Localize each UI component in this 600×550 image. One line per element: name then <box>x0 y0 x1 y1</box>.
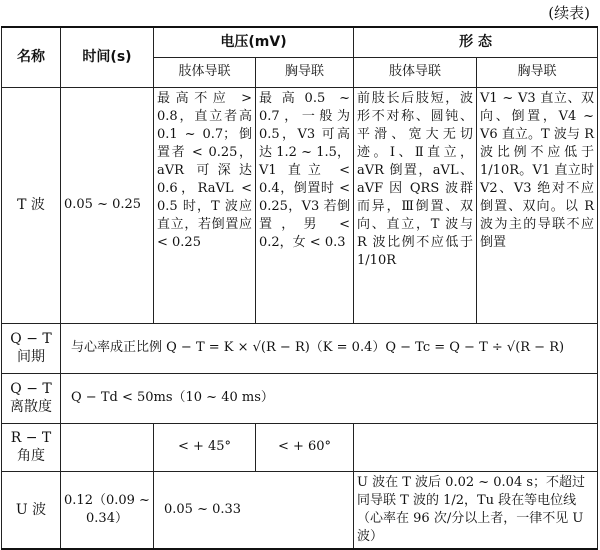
header-shape-limb: 肢体导联 <box>354 57 477 87</box>
header-voltage-limb: 肢体导联 <box>154 57 256 87</box>
row-time: 0.05 ~ 0.25 <box>61 87 154 323</box>
ecg-table <box>1 26 598 550</box>
table-row-qtd <box>2 373 598 423</box>
header-name: 名称 <box>2 27 61 87</box>
continued-note: (续表) <box>548 4 590 22</box>
header-time: 时间(s) <box>61 27 154 87</box>
row-name: Q − T 间期 <box>2 323 61 373</box>
row-name: U 波 <box>2 471 61 549</box>
row-time-empty <box>61 423 154 471</box>
table-row-rt <box>2 423 598 471</box>
header-voltage: 电压(mV) <box>154 27 354 57</box>
table-row-qt <box>2 323 598 373</box>
header-shape: 形 态 <box>354 27 598 57</box>
shape-limb-cell: 前肢长后肢短，波形不对称、圆钝、平滑、宽大无切迹。Ⅰ、Ⅱ直立，aVR 倒置，aVL、aVF 因 QRS 波群而异，Ⅲ倒置、双向、直立，T 波与 R 波比例不应低于 1/10R <box>354 87 477 323</box>
row-name: R − T 角度 <box>2 423 61 471</box>
voltage-limb-cell: 最高不应 > 0.8，直立者高 0.1 ~ 0.7；倒置者 < 0.25，aVR 可深达 0.6，RaVL < 0.5 时，T 波应直立，若倒置应 < 0.25 <box>154 87 256 323</box>
shape-chest-cell: V1 ~ V3 直立、双向、倒置，V4 ~ V6 直立。T 波与 R 波比例不应低于 1/10R。V1 直立时 V2、V3 绝对不应倒置、双向。以 R 波为主的导联不应倒置 <box>477 87 598 323</box>
rt-shape-empty <box>354 423 598 471</box>
voltage-chest-cell: 最高0.5 ~ 0.7，一般为0.5，V3 可高达 1.2 ~ 1.5，V1 直立 < 0.4，倒置时 < 0.25，V3 若倒置，男 < 0.2，女 < 0.3 <box>256 87 354 323</box>
u-shape-cell: U 波在 T 波后 0.02 ~ 0.04 s；不超过同导联 T 波的 1/2，Tu 段在等电位线（心率在 96 次/分以上者，一律不见 U 波） <box>354 471 598 549</box>
rt-limb-cell: < + 45° <box>154 423 256 471</box>
row-name: T 波 <box>2 87 61 323</box>
row-time: 0.12（0.09 ~ 0.34） <box>61 471 154 549</box>
row-name: Q − T 离散度 <box>2 373 61 423</box>
header-voltage-chest: 胸导联 <box>256 57 354 87</box>
rt-chest-cell: < + 60° <box>256 423 354 471</box>
table-row-u-wave <box>2 471 598 549</box>
qt-formula-cell: 与心率成正比例 Q − T = K × √(R − R)（K = 0.4）Q − Tc = Q − T ÷ √(R − R) <box>61 323 598 373</box>
qtd-value-cell: Q − Td < 50ms（10 ~ 40 ms） <box>61 373 598 423</box>
header-shape-chest: 胸导联 <box>477 57 598 87</box>
u-voltage-cell: 0.05 ~ 0.33 <box>154 471 354 549</box>
table-row-t-wave <box>2 87 598 323</box>
